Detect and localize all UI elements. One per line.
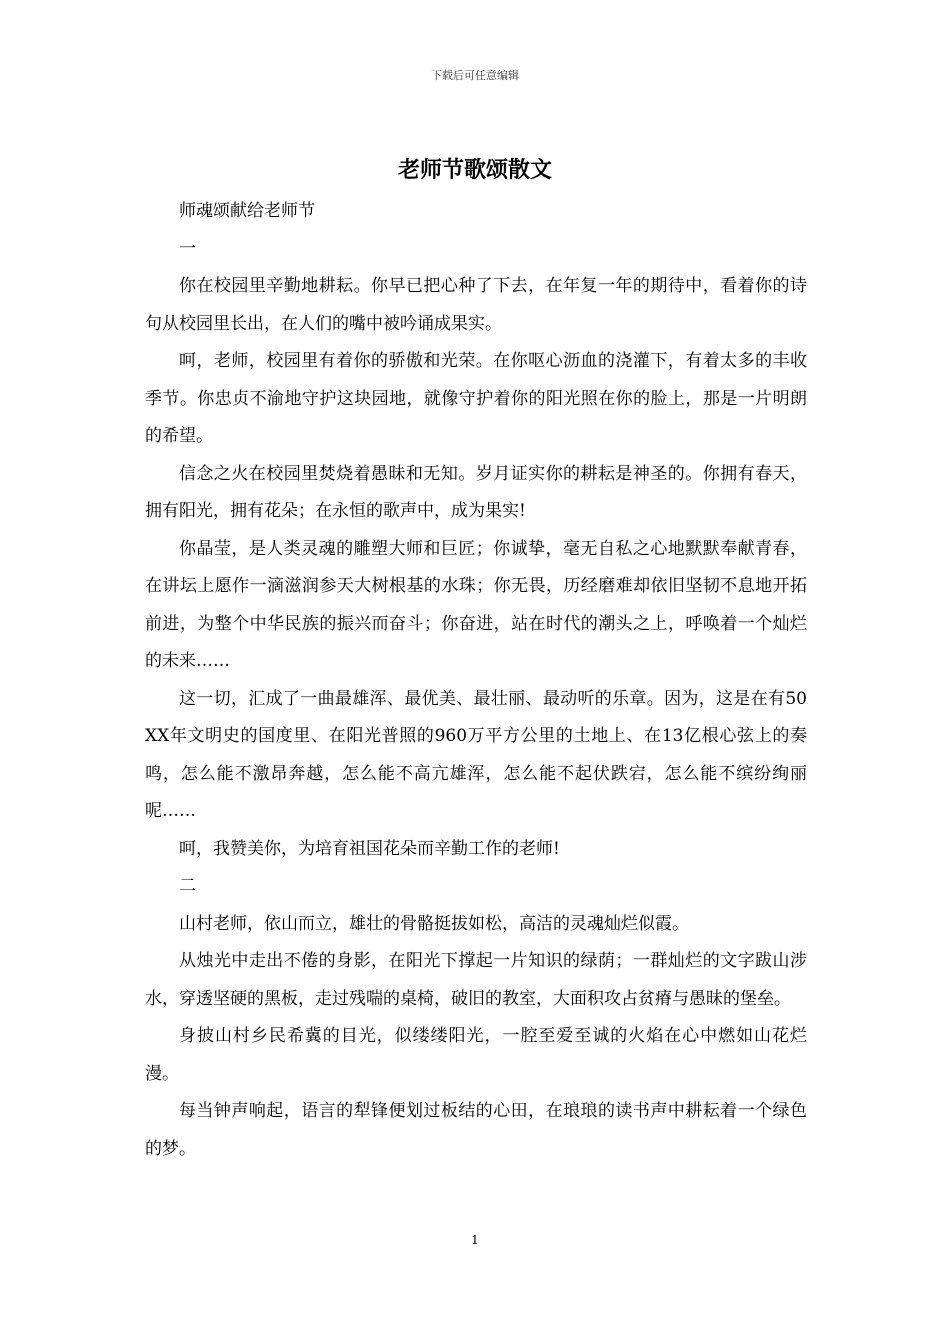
paragraph: 这一切，汇成了一曲最雄浑、最优美、最壮丽、最动听的乐章。因为，这是在有50XX年文明史的国度里、在阳光普照的960万平方公里的土地上、在13亿根心弦上的奏鸣，怎么能不激昂奔越，怎么能不高亢雄浑，怎么能不起伏跌宕，怎么能不缤纷绚丽呢……: [145, 688, 807, 821]
paragraph: 信念之火在校园里焚烧着愚昧和无知。岁月证实你的耕耘是神圣的。你拥有春天，拥有阳光，拥有花朵；在永恒的歌声中，成为果实!: [145, 463, 807, 521]
document-body: [145, 193, 807, 1168]
document-title: 老师节歌颂散文: [397, 157, 552, 183]
paragraph: 你在校园里辛勤地耕耘。你早已把心种了下去，在年复一年的期待中，看着你的诗句从校园里长出，在人们的嘴中被吟诵成果实。: [145, 276, 807, 334]
page-header-note: 下载后可任意编辑: [431, 69, 519, 82]
paragraph: 呵，我赞美你，为培育祖国花朵而辛勤工作的老师!: [179, 838, 560, 859]
paragraph: 每当钟声响起，语言的犁锋便划过板结的心田，在琅琅的读书声中耕耘着一个绿色的梦。: [145, 1101, 807, 1159]
section-marker-one: 一: [179, 238, 196, 259]
page-number: 1: [471, 1233, 479, 1247]
paragraph: 从烛光中走出不倦的身影，在阳光下撑起一片知识的绿荫；一群灿烂的文字跋山涉水，穿透坚硬的黑板，走过残喘的桌椅，破旧的教室，大面积攻占贫瘠与愚昧的堡垒。: [145, 951, 807, 1009]
paragraph: 身披山村乡民希冀的目光，似缕缕阳光，一腔至爱至诚的火焰在心中燃如山花烂漫。: [145, 1026, 807, 1084]
section-marker-two: 二: [179, 876, 196, 896]
paragraph: 呵，老师，校园里有着你的骄傲和光荣。在你呕心沥血的浇灌下，有着太多的丰收季节。你忠贞不渝地守护这块园地，就像守护着你的阳光照在你的脸上，那是一片明朗的希望。: [145, 351, 807, 446]
paragraph-subtitle: 师魂颂献给老师节: [179, 201, 315, 221]
paragraph: 山村老师，依山而立，雄壮的骨骼挺拔如松，高洁的灵魂灿烂似霞。: [179, 913, 689, 934]
paragraph: 你晶莹，是人类灵魂的雕塑大师和巨匠；你诚挚，毫无自私之心地默默奉献青春，在讲坛上愿作一滴滋润参天大树根基的水珠；你无畏，历经磨难却依旧坚韧不息地开拓前进，为整个中华民族的振兴而奋斗；你奋进，站在时代的潮头之上，呼唤着一个灿烂的未来……: [145, 538, 807, 671]
